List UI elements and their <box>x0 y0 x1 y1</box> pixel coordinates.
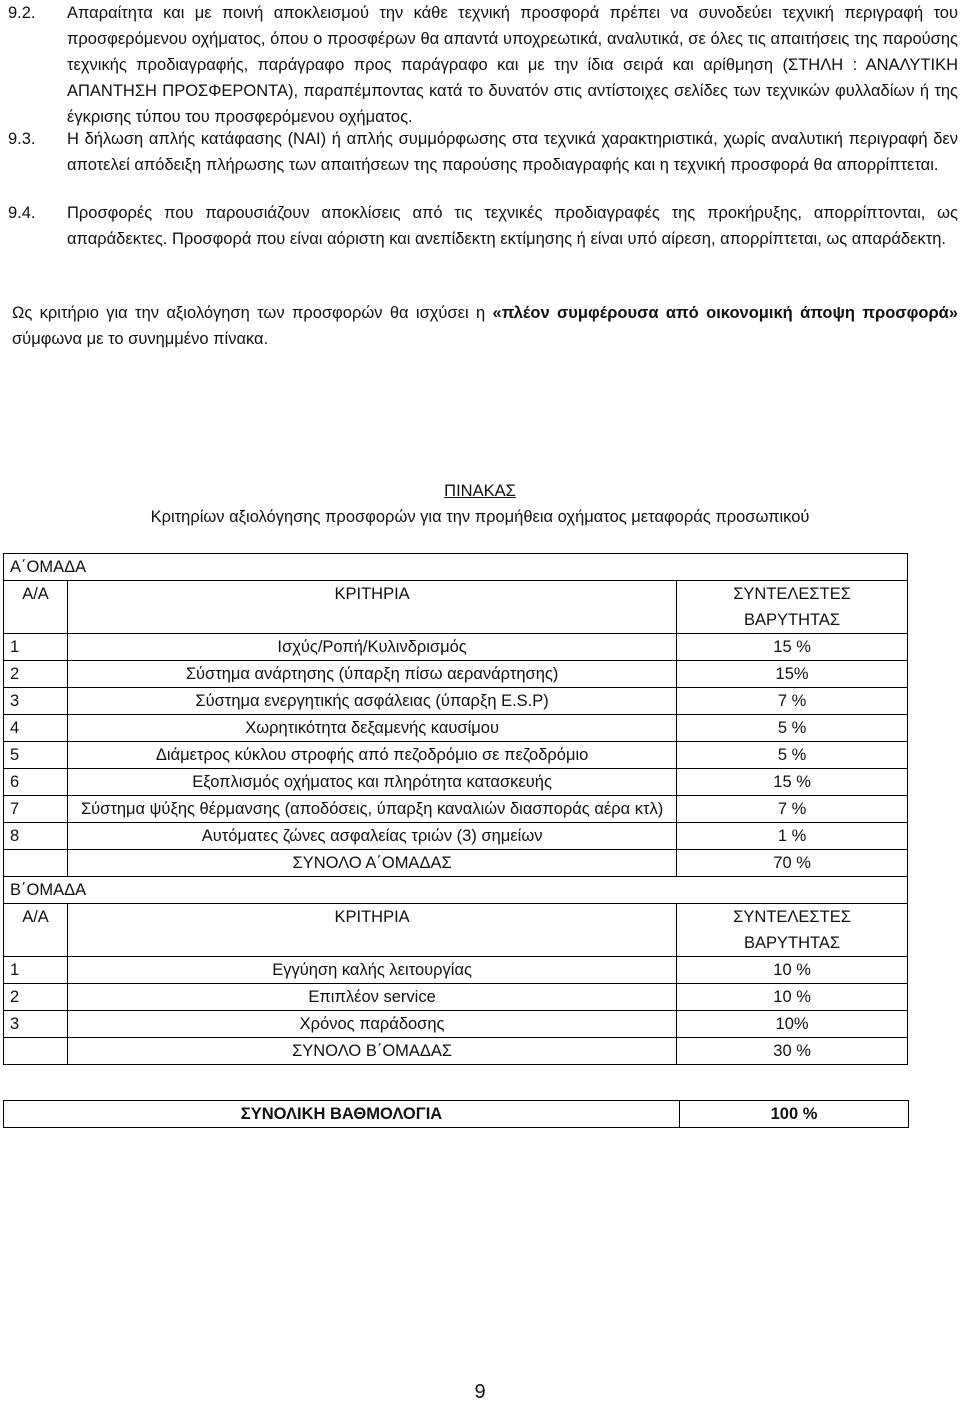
row-weight: 15% <box>677 661 908 688</box>
row-aa: 3 <box>4 1011 68 1038</box>
table-row <box>4 634 908 661</box>
header-aa: Α/Α <box>4 904 68 957</box>
row-aa: 1 <box>4 957 68 984</box>
row-criterion: Σύστημα ανάρτησης (ύπαρξη πίσω αερανάρτησης) <box>68 661 677 688</box>
grand-total-label: ΣΥΝΟΛΙΚΗ ΒΑΘΜΟΛΟΓΙΑ <box>4 1101 680 1128</box>
row-weight: 10% <box>677 1011 908 1038</box>
row-aa: 6 <box>4 769 68 796</box>
table-row <box>4 688 908 715</box>
intro-after: σύμφωνα με το συνημμένο πίνακα. <box>12 330 269 348</box>
row-criterion: Εξοπλισμός οχήματος και πληρότητα κατασκευής <box>68 769 677 796</box>
table-row <box>4 796 908 823</box>
paragraph-9-3 <box>8 126 958 178</box>
row-weight: 5 % <box>677 742 908 769</box>
header-criteria: ΚΡΙΤΗΡΙΑ <box>68 904 677 957</box>
intro-before: Ως κριτήριο για την αξιολόγηση των προσφορών θα ισχύσει η <box>12 304 493 322</box>
group-total-label: ΣΥΝΟΛΟ Β΄ΟΜΑΔΑΣ <box>68 1038 677 1065</box>
paragraph-number: 9.3. <box>8 130 36 148</box>
row-criterion: Αυτόματες ζώνες ασφαλείας τριών (3) σημείων <box>68 823 677 850</box>
row-criterion: Διάμετρος κύκλου στροφής από πεζοδρόμιο σε πεζοδρόμιο <box>68 742 677 769</box>
table-row <box>4 984 908 1011</box>
grand-total-value: 100 % <box>680 1101 909 1128</box>
group-header-row <box>4 877 908 904</box>
paragraph-text: Προσφορές που παρουσιάζουν αποκλίσεις από τις τεχνικές προδιαγραφές της προκήρυξης, απορρίπτονται, ως απαράδεκτες. Προσφορά που είναι αόριστη και ανεπίδεκτη εκτίμησης ή είναι υπό αίρεση, απορρίπτεται, ως απαράδεκτη. <box>67 204 958 248</box>
paragraph-number: 9.2. <box>8 4 36 22</box>
table-row <box>4 1011 908 1038</box>
row-criterion: Σύστημα ψύξης θέρμανσης (αποδόσεις, ύπαρξη καναλιών διασποράς αέρα κτλ) <box>68 796 677 823</box>
row-weight: 10 % <box>677 957 908 984</box>
column-header-row <box>4 904 908 957</box>
row-aa: 7 <box>4 796 68 823</box>
row-weight: 10 % <box>677 984 908 1011</box>
header-aa: Α/Α <box>4 581 68 634</box>
row-aa: 2 <box>4 984 68 1011</box>
row-aa: 5 <box>4 742 68 769</box>
table-row <box>4 957 908 984</box>
table-row <box>4 661 908 688</box>
header-criteria: ΚΡΙΤΗΡΙΑ <box>68 581 677 634</box>
row-criterion: Σύστημα ενεργητικής ασφάλειας (ύπαρξη E.S.P) <box>68 688 677 715</box>
group-name: Β΄ΟΜΑΔΑ <box>4 877 908 904</box>
row-weight: 7 % <box>677 796 908 823</box>
row-weight: 7 % <box>677 688 908 715</box>
table-subtitle: Κριτηρίων αξιολόγησης προσφορών για την προμήθεια οχήματος μεταφοράς προσωπικού <box>150 508 810 526</box>
grand-total-table <box>3 1100 909 1128</box>
row-aa: 1 <box>4 634 68 661</box>
paragraph-text: Η δήλωση απλής κατάφασης (ΝΑΙ) ή απλής συμμόρφωσης στα τεχνικά χαρακτηριστικά, χωρίς αναλυτική περιγραφή δεν αποτελεί απόδειξη πλήρωσης των απαιτήσεων της παρούσης προδιαγραφής και η τεχνική προσφορά θα απορρίπτεται. <box>67 130 958 174</box>
table-row <box>4 742 908 769</box>
paragraph-number: 9.4. <box>8 204 36 222</box>
table-row <box>4 715 908 742</box>
group-total-row <box>4 1038 908 1065</box>
column-header-row <box>4 581 908 634</box>
paragraph-9-2 <box>8 0 958 130</box>
group-total-aa <box>4 850 68 877</box>
row-aa: 8 <box>4 823 68 850</box>
grand-total-row <box>4 1101 909 1128</box>
row-criterion: Επιπλέον service <box>68 984 677 1011</box>
group-header-row <box>4 554 908 581</box>
row-criterion: Χωρητικότητα δεξαμενής καυσίμου <box>68 715 677 742</box>
header-weight: ΣΥΝΤΕΛΕΣΤΕΣ ΒΑΡΥΤΗΤΑΣ <box>677 581 908 634</box>
row-criterion: Χρόνος παράδοσης <box>68 1011 677 1038</box>
group-name: Α΄ΟΜΑΔΑ <box>4 554 908 581</box>
group-total-value: 30 % <box>677 1038 908 1065</box>
row-aa: 2 <box>4 661 68 688</box>
row-weight: 15 % <box>677 769 908 796</box>
row-aa: 3 <box>4 688 68 715</box>
row-weight: 5 % <box>677 715 908 742</box>
row-aa: 4 <box>4 715 68 742</box>
table-title: ΠΙΝΑΚΑΣ <box>444 482 516 500</box>
intro-bold: «πλέον συμφέρουσα από οικονομική άποψη προσφορά» <box>492 304 958 322</box>
header-weight: ΣΥΝΤΕΛΕΣΤΕΣ ΒΑΡΥΤΗΤΑΣ <box>677 904 908 957</box>
criteria-table <box>3 553 908 1065</box>
group-total-value: 70 % <box>677 850 908 877</box>
paragraph-9-4 <box>8 200 958 252</box>
row-weight: 15 % <box>677 634 908 661</box>
group-total-label: ΣΥΝΟΛΟ Α΄ΟΜΑΔΑΣ <box>68 850 677 877</box>
row-weight: 1 % <box>677 823 908 850</box>
table-row <box>4 823 908 850</box>
evaluation-criterion-text <box>12 300 958 352</box>
row-criterion: Ισχύς/Ροπή/Κυλινδρισμός <box>68 634 677 661</box>
page-number: 9 <box>474 1381 486 1403</box>
paragraph-text: Απαραίτητα και με ποινή αποκλεισμού την κάθε τεχνική προσφορά πρέπει να συνοδεύει τεχνική περιγραφή του προσφερόμενου οχήματος, όπου ο προσφέρων θα απαντά υποχρεωτικά, αναλυτικά, σε όλες τις απαιτήσεις της παρούσης τεχνικής προδιαγραφής, παράγραφο προς παράγραφο και με την ίδια σειρά και αρίθμηση (ΣΤΗΛΗ : ΑΝΑΛΥΤΙΚΗ ΑΠΑΝΤΗΣΗ ΠΡΟΣΦΕΡΟΝΤΑ), παραπέμποντας κατά το δυνατόν στις αντίστοιχες σελίδες των τεχνικών φυλλαδίων ή της έγκρισης τύπου του προσφερόμενου οχήματος. <box>67 4 958 126</box>
group-total-row <box>4 850 908 877</box>
group-total-aa <box>4 1038 68 1065</box>
table-row <box>4 769 908 796</box>
row-criterion: Εγγύηση καλής λειτουργίας <box>68 957 677 984</box>
